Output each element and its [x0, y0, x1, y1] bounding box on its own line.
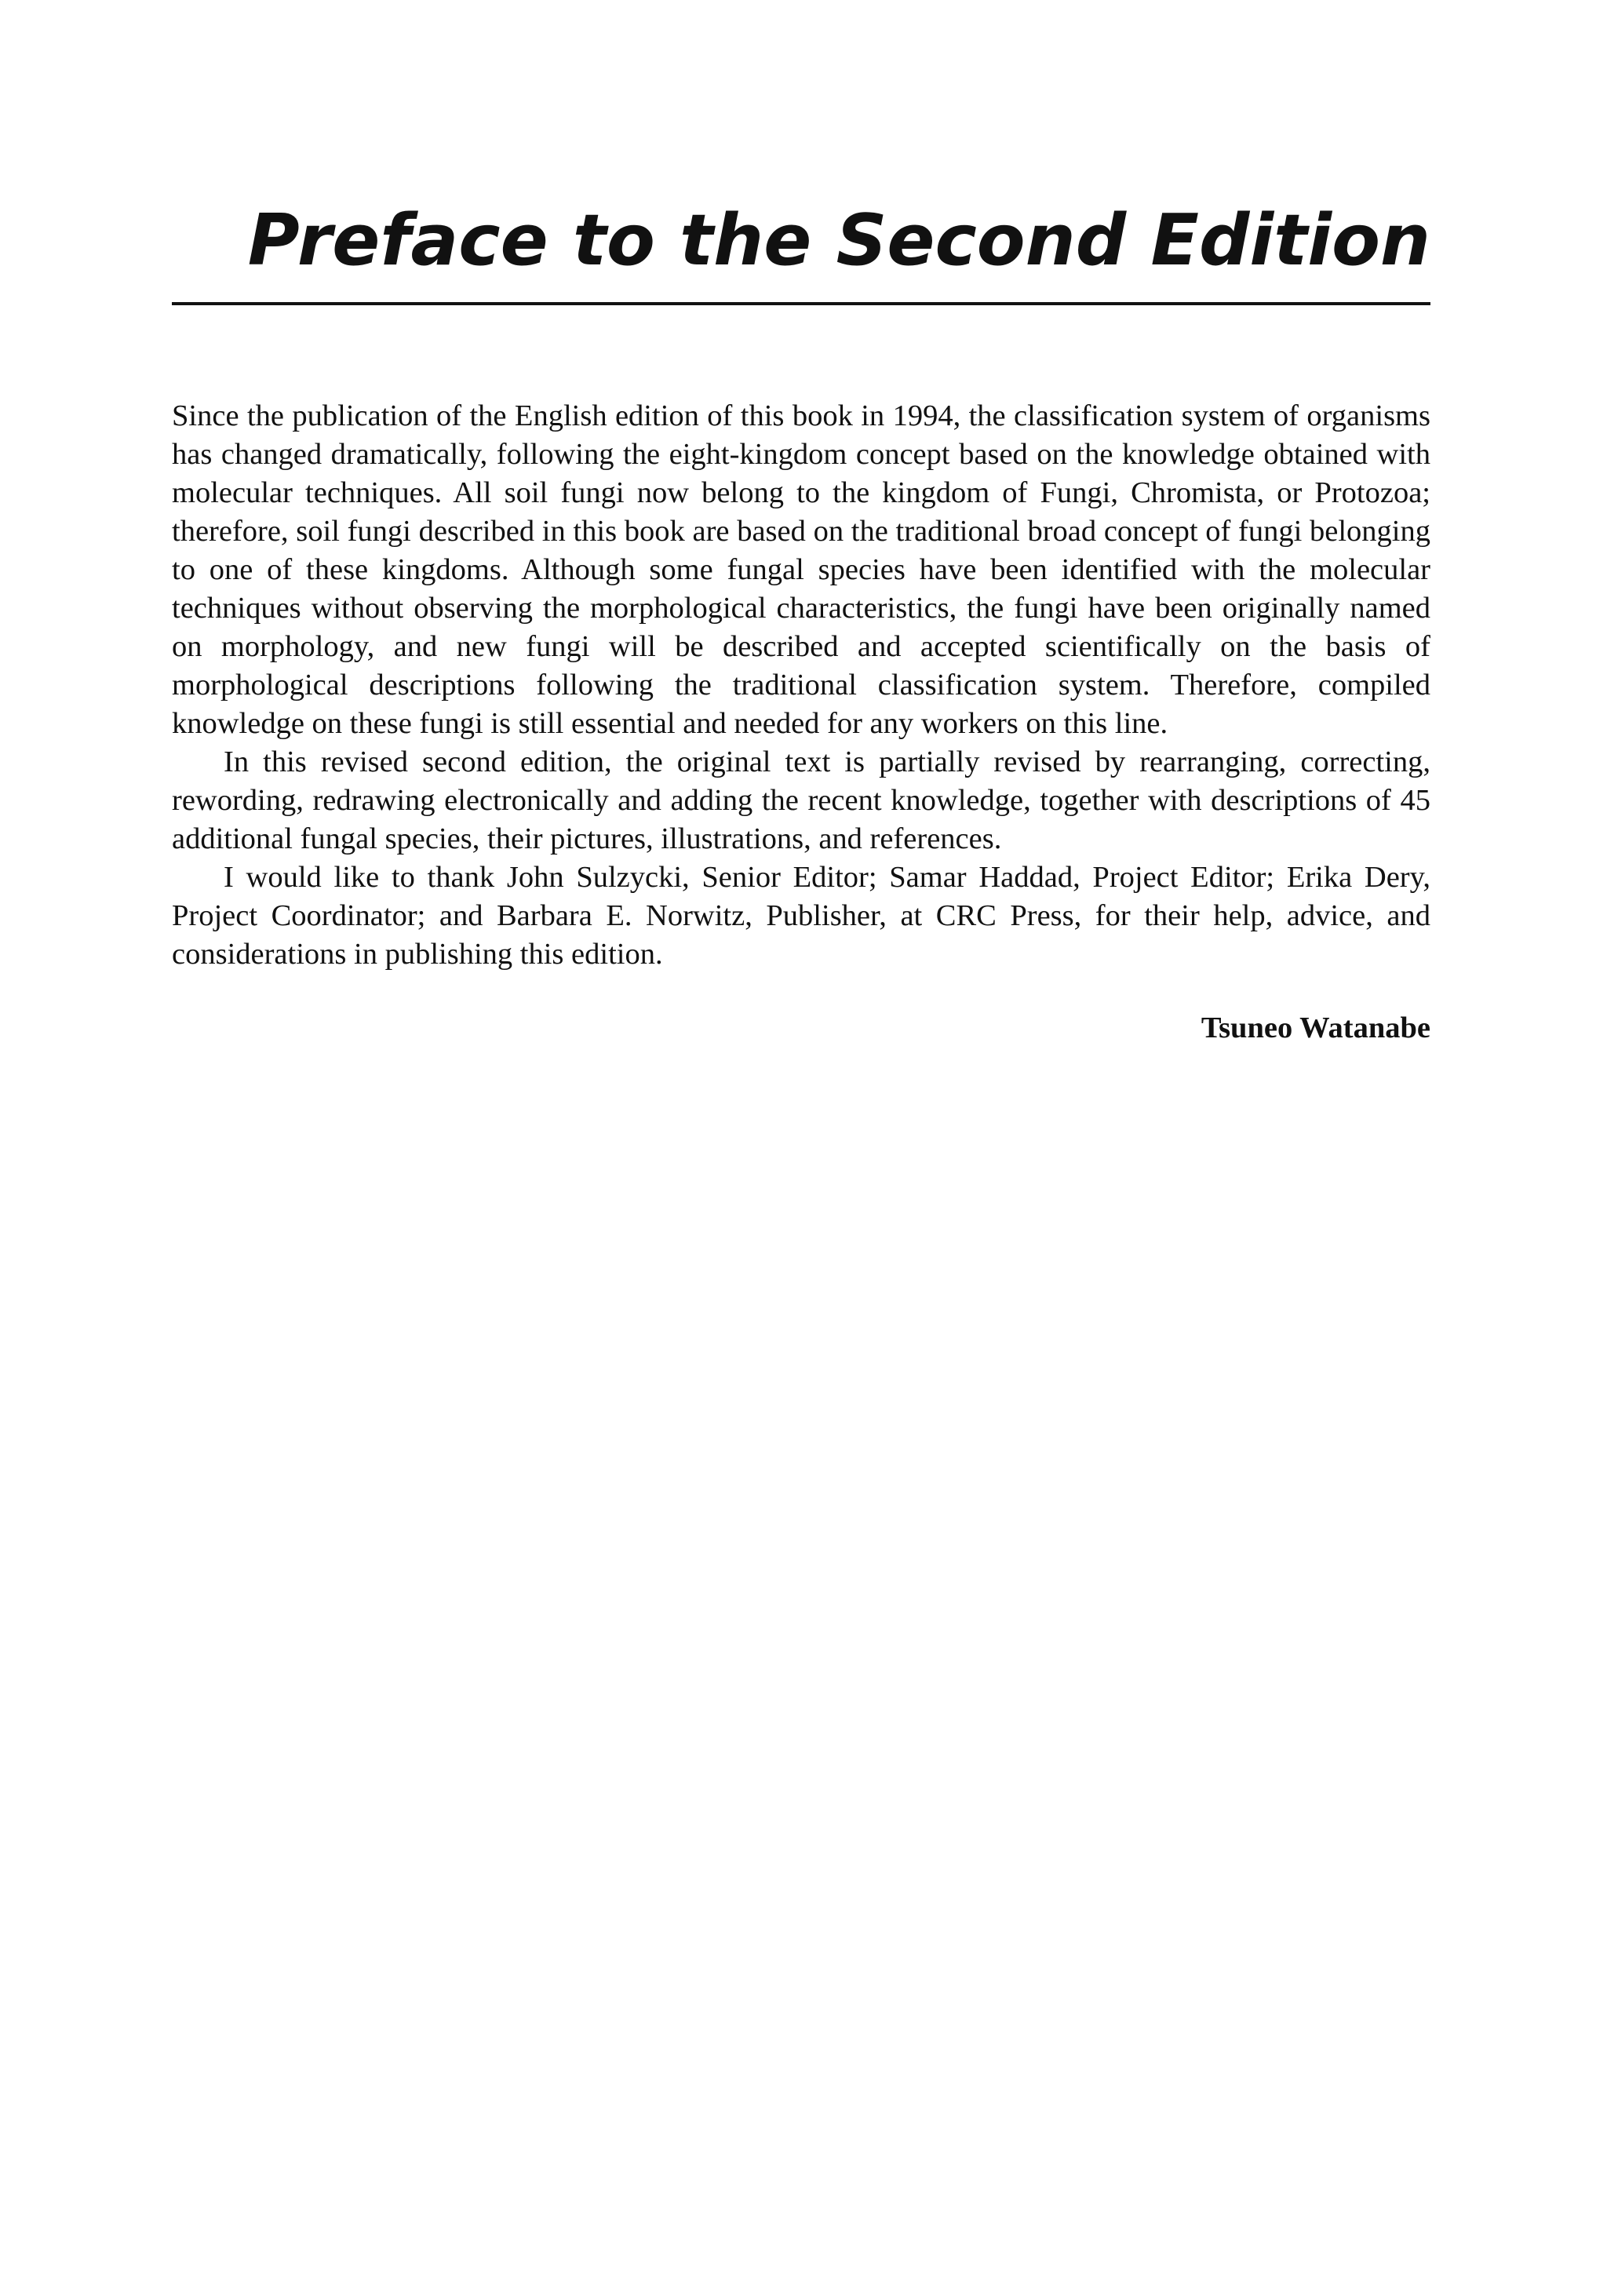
title-rule: [172, 302, 1430, 305]
preface-body: [172, 397, 1430, 974]
paragraph-2: In this revised second edition, the original text is partially revised by rearranging, correcting, rewording, redrawing electronically and adding the recent knowledge, together with descriptions of 45 additional fungal species, their pictures, illustrations, and references.: [172, 745, 1430, 855]
paragraph-1: Since the publication of the English edition of this book in 1994, the classification system of organisms has changed dramatically, following the eight-kingdom concept based on the knowledge obtained with molecular techniques. All soil fungi now belong to the kingdom of Fungi, Chromista, or Protozoa; therefore, soil fungi described in this book are based on the traditional broad concept of fungi belonging to one of these kingdoms. Although some fungal species have been identified with the molecular techniques without observing the morphological characteristics, the fungi have been originally named on morphology, and new fungi will be described and accepted scientifically on the basis of morphological descriptions following the traditional classification system. Therefore, compiled knowledge on these fungi is still essential and needed for any workers on this line.: [172, 399, 1430, 740]
author-signature: Tsuneo Watanabe: [1201, 1011, 1430, 1044]
page-title: Preface to the Second Edition: [247, 199, 1430, 282]
paragraph-3: I would like to thank John Sulzycki, Senior Editor; Samar Haddad, Project Editor; Erika Dery, Project Coordinator; and Barbara E. Norwitz, Publisher, at CRC Press, for their help, advice, and considerations in publishing this edition.: [172, 861, 1430, 971]
